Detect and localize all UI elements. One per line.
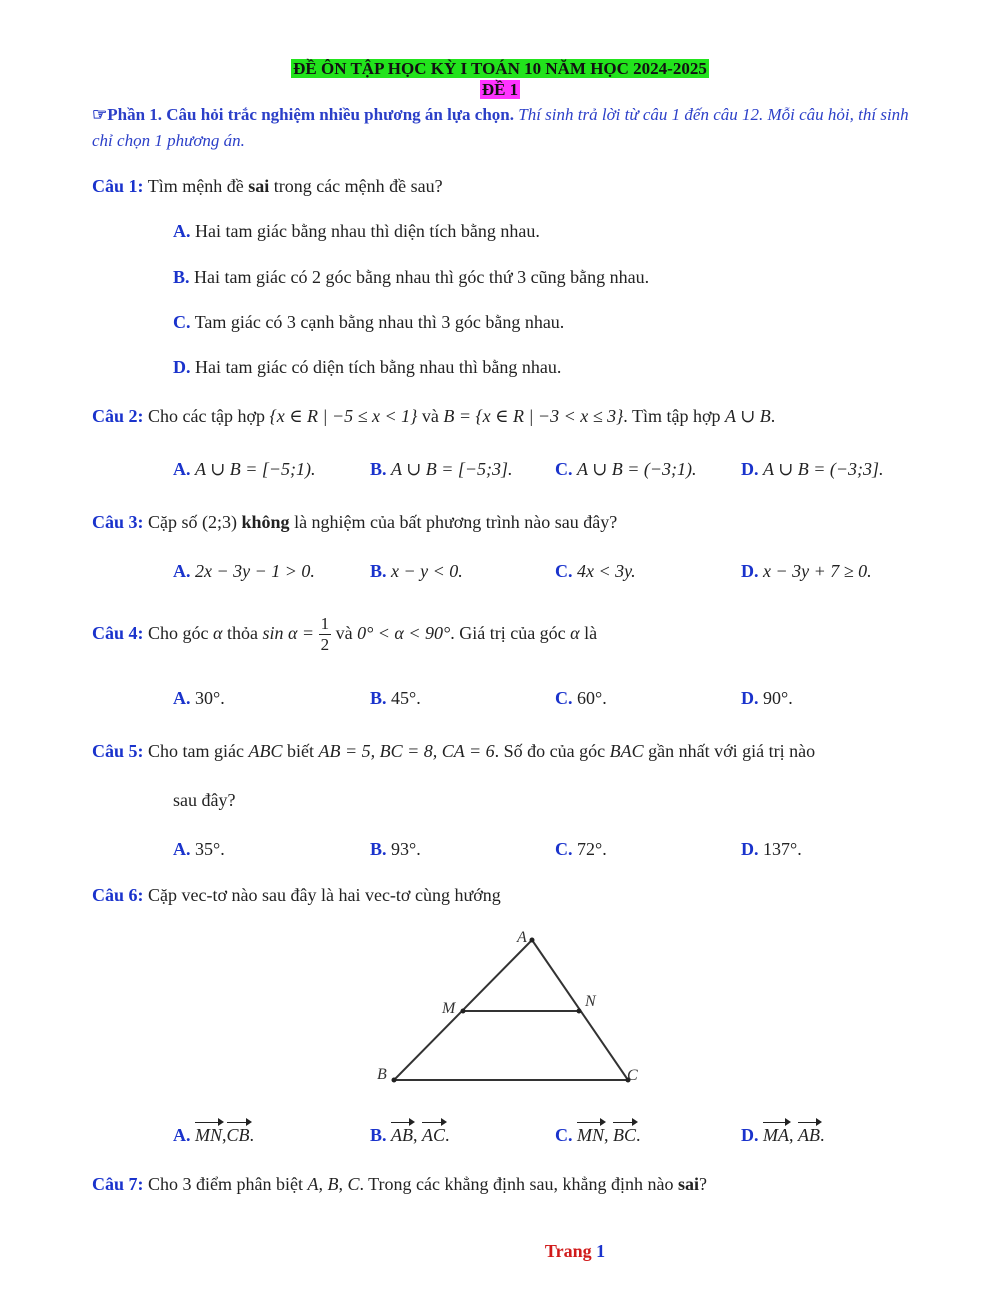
math-alpha: α [213, 623, 223, 643]
option-key: B. [370, 459, 387, 479]
vector: MN [577, 1125, 604, 1145]
option-text: A ∪ B = [−5;3]. [391, 459, 513, 479]
q1-option-d[interactable] [173, 357, 561, 378]
option-key: B. [370, 1125, 387, 1145]
q1-option-c[interactable] [173, 312, 564, 333]
label-a: A [517, 929, 527, 946]
vector: MA [763, 1125, 789, 1145]
option-key: B. [370, 839, 387, 859]
question-label: Câu 2: [92, 406, 144, 426]
option-text: Tam giác có 3 cạnh bằng nhau thì 3 góc bằng nhau. [194, 312, 565, 332]
option-key: D. [741, 1125, 759, 1145]
point-b [392, 1078, 397, 1083]
q6-option-b[interactable]: B. AB, AC. [370, 1125, 450, 1145]
point-n [577, 1009, 582, 1014]
option-key: A. [173, 688, 191, 708]
label-c: C [627, 1067, 638, 1084]
option-key: A. [173, 459, 191, 479]
emphasis-khong: không [241, 512, 290, 532]
question-text: và [421, 406, 439, 426]
question-text: là nghiệm của bất phương trình nào sau đây? [294, 512, 618, 532]
question-text: Cho góc [148, 623, 209, 643]
question-4 [92, 608, 922, 658]
question-text: gần nhất với giá trị nào [648, 741, 816, 761]
label-b: B [377, 1066, 387, 1083]
option-key: D. [741, 688, 759, 708]
option-text: 45°. [391, 688, 421, 708]
point-m [461, 1009, 466, 1014]
question-text: và [335, 623, 353, 643]
question-3 [92, 512, 922, 533]
emphasis-sai: sai [248, 176, 270, 196]
fraction-denominator: 2 [320, 635, 330, 655]
option-text: A ∪ B = (−3;1). [577, 459, 697, 479]
q4-option-a[interactable] [173, 688, 225, 709]
option-text: 35°. [195, 839, 225, 859]
option-key: B. [173, 267, 190, 287]
question-text: . Trong các khẳng định sau, khẳng định nào [359, 1174, 674, 1194]
math-triangle: ABC [248, 741, 283, 761]
fraction-numerator: 1 [320, 614, 330, 634]
question-label: Câu 6: [92, 885, 144, 905]
q6-option-c[interactable]: C. MN, BC. [555, 1125, 641, 1145]
q2-option-d[interactable] [741, 459, 884, 480]
option-text: x − y < 0. [391, 561, 463, 581]
math-union: A ∪ B [724, 406, 771, 426]
option-text: A ∪ B = [−5;1). [195, 459, 316, 479]
option-key: C. [555, 1125, 573, 1145]
question-text: Cho tam giác [148, 741, 244, 761]
question-text: biết [287, 741, 314, 761]
section-intro [92, 102, 912, 154]
triangle-figure [370, 925, 660, 1095]
emphasis-sai: sai [677, 1174, 699, 1194]
question-label: Câu 4: [92, 623, 144, 643]
option-key: C. [555, 688, 573, 708]
option-key: A. [173, 1125, 191, 1145]
option-key: A. [173, 839, 191, 859]
q4-option-c[interactable] [555, 688, 607, 709]
option-text: Hai tam giác bằng nhau thì diện tích bằng nhau. [195, 221, 540, 241]
question-label: Câu 7: [92, 1174, 144, 1194]
option-text: Hai tam giác có diện tích bằng nhau thì bằng nhau. [195, 357, 562, 377]
label-m: M [442, 1000, 456, 1017]
question-text: trong các mệnh đề sau? [269, 176, 443, 196]
question-label: Câu 5: [92, 741, 144, 761]
q4-option-d[interactable] [741, 688, 793, 709]
q6-option-d[interactable]: D. MA, AB. [741, 1125, 825, 1145]
option-text: x − 3y + 7 ≥ 0. [763, 561, 872, 581]
q2-option-b[interactable] [370, 459, 513, 480]
question-text: là [584, 623, 598, 643]
q1-option-b[interactable] [173, 267, 649, 288]
section-heading: ☞Phần 1. Câu hỏi trắc nghiệm nhiều phương án lựa chọn. [92, 105, 514, 124]
option-text: Hai tam giác có 2 góc bằng nhau thì góc thứ 3 cũng bằng nhau. [194, 267, 650, 287]
vector: MN [195, 1125, 222, 1145]
math-sides: AB = 5, BC = 8, CA = 6 [318, 741, 495, 761]
question-text: Cặp vec-tơ nào sau đây là hai vec-tơ cùng hướng [148, 885, 501, 905]
option-text: A ∪ B = (−3;3]. [763, 459, 884, 479]
option-key: D. [173, 357, 191, 377]
q4-option-b[interactable] [370, 688, 421, 709]
question-label: Câu 3: [92, 512, 144, 532]
math-pair: (2;3) [202, 512, 238, 532]
option-text: 90°. [763, 688, 793, 708]
option-key: C. [555, 561, 573, 581]
option-text: 93°. [391, 839, 421, 859]
footer-label: Trang [544, 1241, 592, 1261]
option-key: A. [173, 221, 191, 241]
point-a [530, 938, 535, 943]
question-6 [92, 885, 922, 906]
option-key: D. [741, 561, 759, 581]
option-text: 30°. [195, 688, 225, 708]
question-text: Cho các tập hợp [148, 406, 265, 426]
page-number: 1 [596, 1241, 606, 1261]
question-label: Câu 1: [92, 176, 144, 196]
option-key: D. [741, 459, 759, 479]
question-text: Cho 3 điểm phân biệt [148, 1174, 303, 1194]
q6-option-a[interactable]: A. MN,CB. [173, 1125, 255, 1145]
q2-option-a[interactable] [173, 459, 316, 480]
page-footer [0, 1241, 1000, 1262]
question-text: . Số đo của góc [494, 741, 606, 761]
question-text: ? [698, 1174, 707, 1194]
question-text: . Giá trị của góc [450, 623, 566, 643]
option-text: 60°. [577, 688, 607, 708]
option-key: A. [173, 561, 191, 581]
exam-subtitle: ĐỀ 1 [481, 80, 519, 99]
math-alpha: α [570, 623, 580, 643]
q3-option-a[interactable] [173, 561, 315, 582]
fraction-one-half [319, 614, 332, 655]
section-instruction: Thí sinh trả lời từ câu 1 đến câu 12. Mỗi câu hỏi, thí sinh chỉ chọn 1 phương án. [92, 105, 909, 150]
math-set-b: B = {x ∈ R | −3 < x ≤ 3} [443, 406, 624, 426]
option-text: 72°. [577, 839, 607, 859]
q1-option-a[interactable] [173, 221, 540, 242]
vector: BC [613, 1125, 637, 1145]
math-set-a: {x ∈ R | −5 ≤ x < 1} [269, 406, 418, 426]
q5-option-a[interactable] [173, 839, 225, 860]
question-text: thỏa [226, 623, 258, 643]
q2-option-c[interactable] [555, 459, 697, 480]
option-text: 137°. [763, 839, 802, 859]
option-key: D. [741, 839, 759, 859]
question-5-continuation: sau đây? [173, 790, 236, 810]
q5-option-c[interactable] [555, 839, 607, 860]
q3-option-b[interactable] [370, 561, 463, 582]
question-text: Tìm mệnh đề [147, 176, 249, 196]
option-text: 2x − 3y − 1 > 0. [195, 561, 315, 581]
option-key: B. [370, 561, 387, 581]
option-key: C. [555, 839, 573, 859]
q3-option-c[interactable] [555, 561, 636, 582]
math-range: 0° < α < 90° [357, 623, 451, 643]
vector: CB [226, 1125, 250, 1145]
option-text: 4x < 3y. [577, 561, 636, 581]
question-1 [92, 176, 922, 197]
question-5 [92, 741, 922, 762]
vector: AC [422, 1125, 446, 1145]
question-text: . Tìm tập hợp [623, 406, 721, 426]
math-sin: sin α = [262, 623, 315, 643]
math-points: A, B, C [307, 1174, 360, 1194]
option-key: B. [370, 688, 387, 708]
exam-title: ĐỀ ÔN TẬP HỌC KỲ I TOÁN 10 NĂM HỌC 2024-2025 [293, 59, 707, 78]
option-key: C. [173, 312, 191, 332]
vector: AB [798, 1125, 820, 1145]
question-text: Cặp số [148, 512, 198, 532]
option-key: C. [555, 459, 573, 479]
q5-option-d[interactable] [741, 839, 802, 860]
math-angle: BAC [609, 741, 644, 761]
q5-option-b[interactable] [370, 839, 421, 860]
label-n: N [585, 993, 596, 1010]
question-7 [92, 1174, 922, 1195]
question-2: Câu 2: Cho các tập hợp {x ∈ R | −5 ≤ x < 1} và B = {x ∈ R | −3 < x ≤ 3}. Tìm tập hợp A ∪ B. [92, 406, 776, 426]
vector: AB [391, 1125, 414, 1145]
q3-option-d[interactable] [741, 561, 872, 582]
